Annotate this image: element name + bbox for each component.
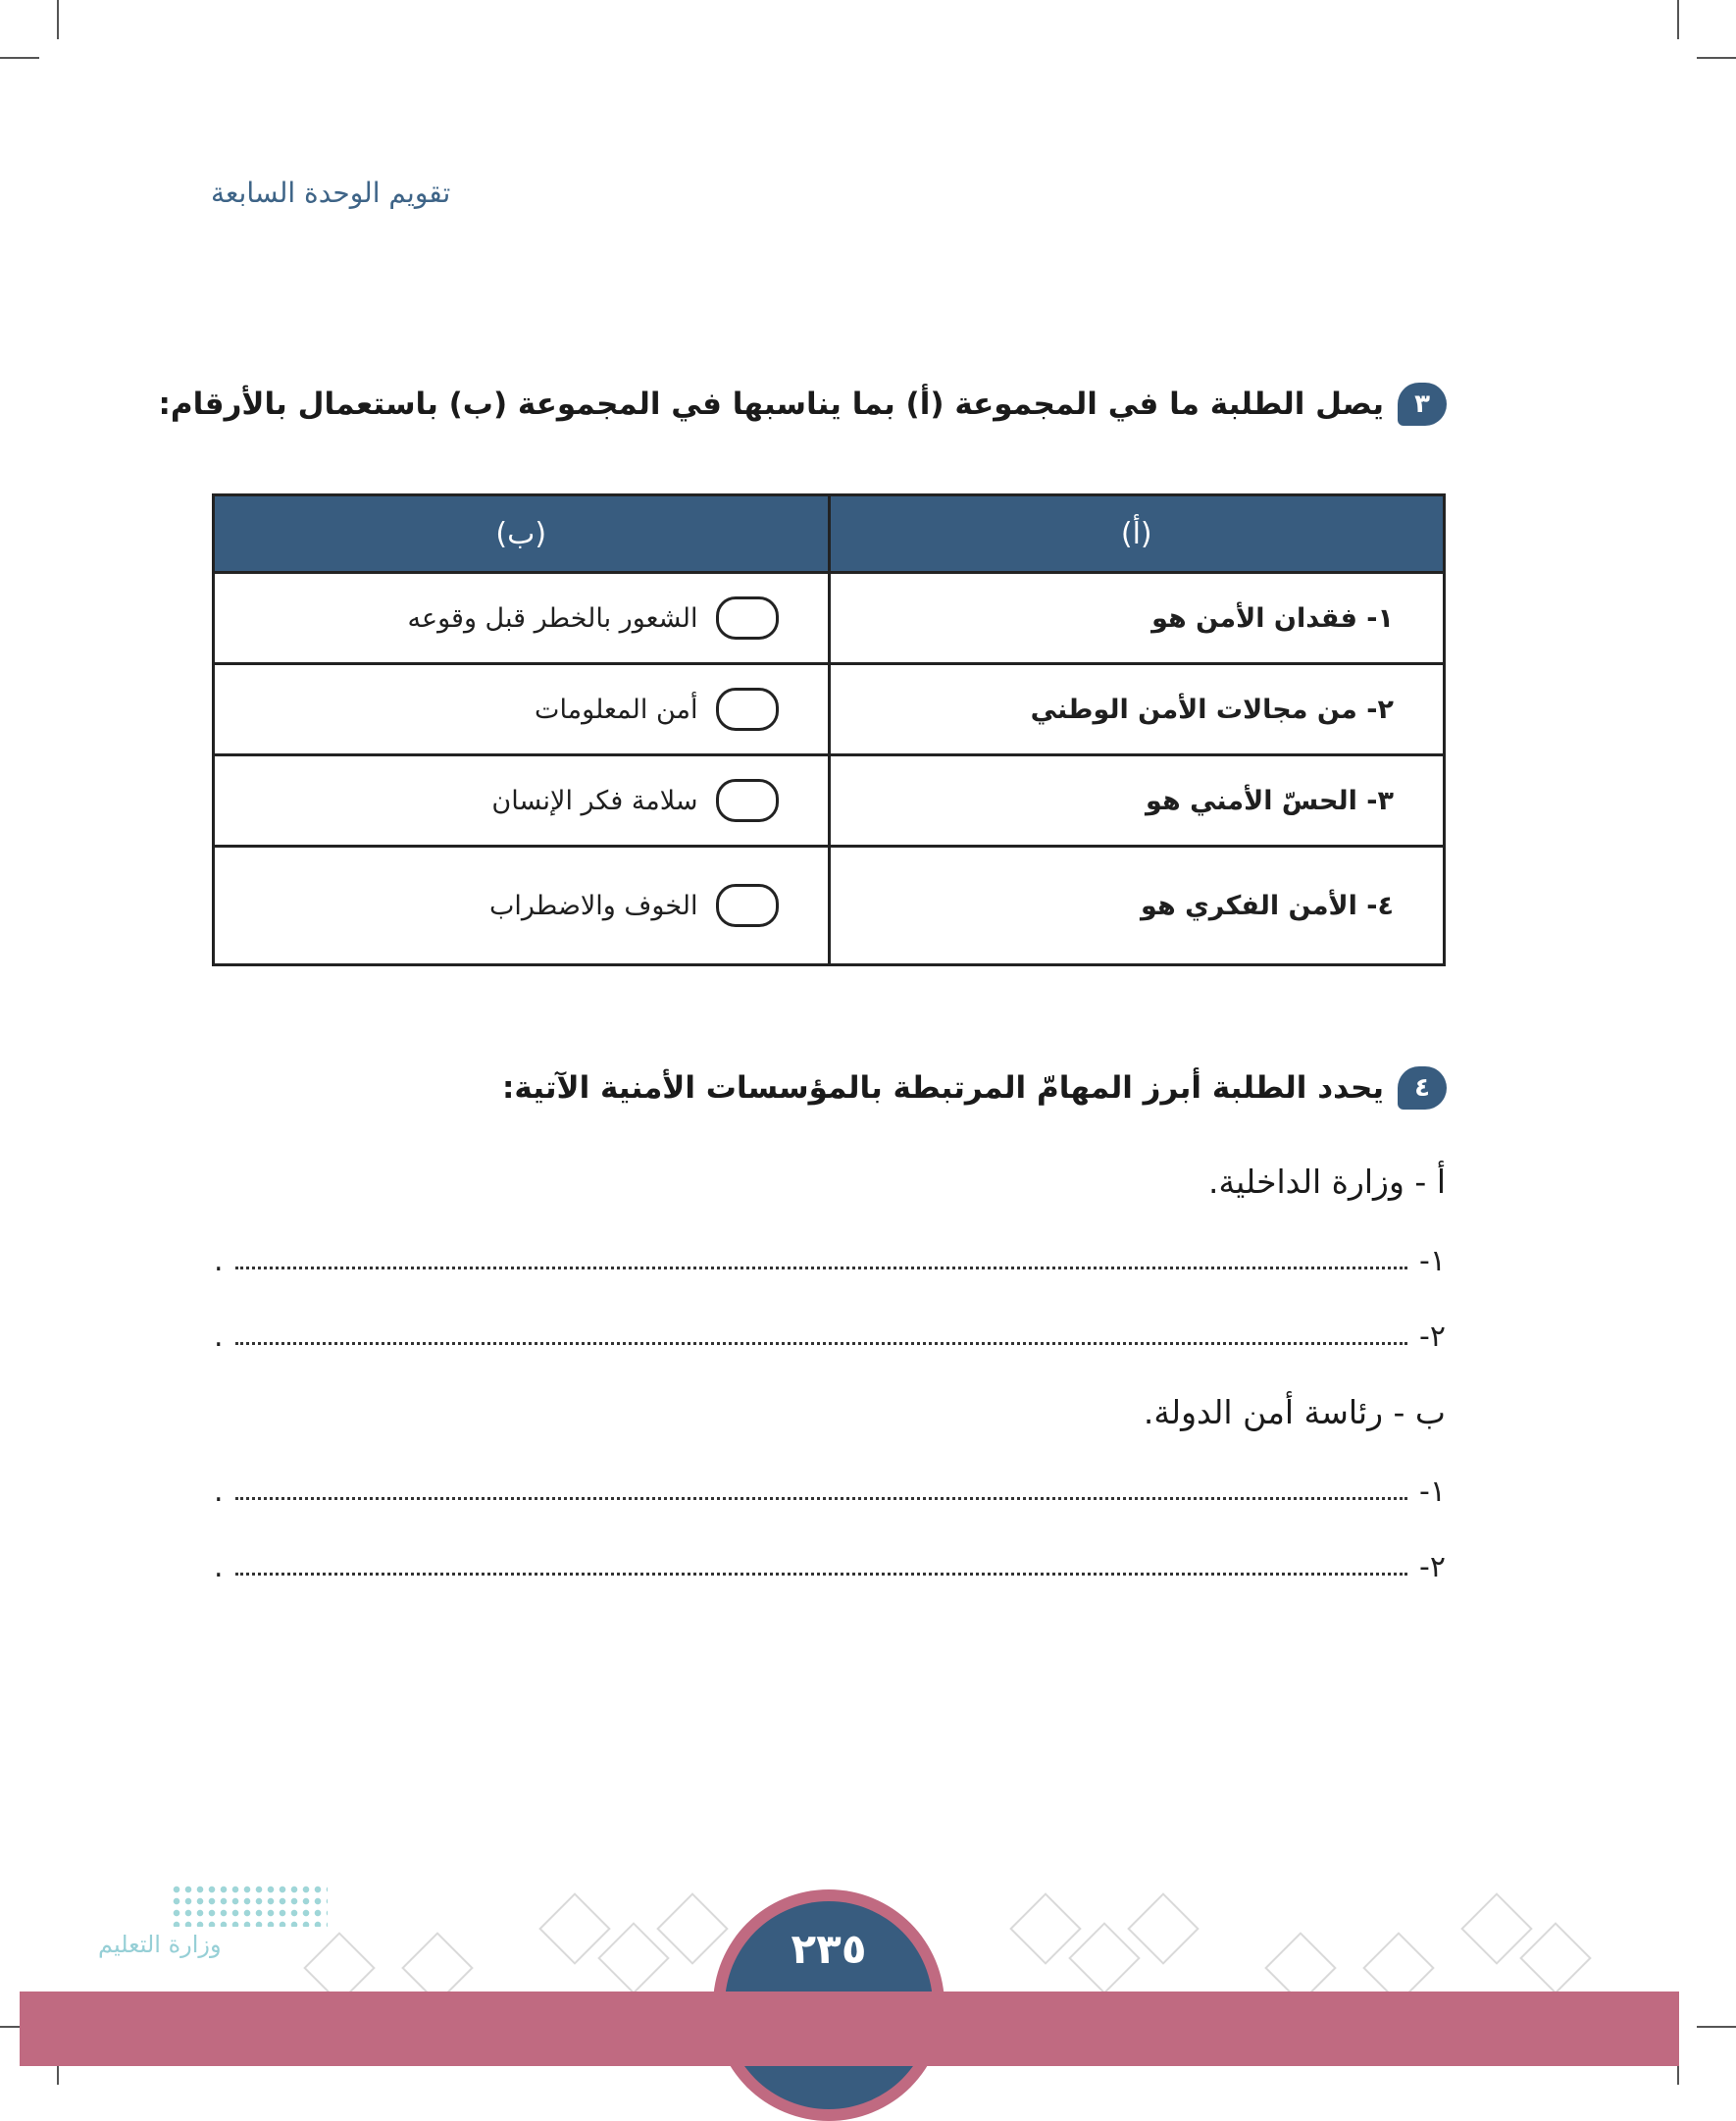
group-a-item: ٣- الحسّ الأمني هو — [829, 755, 1445, 847]
table-row — [214, 573, 1445, 664]
question-text: يصل الطلبة ما في المجموعة (أ) بما يناسبها في المجموعة (ب) باستعمال بالأرقام: — [158, 387, 1384, 422]
line-number: ١- — [1419, 1244, 1446, 1278]
crop-mark — [57, 0, 59, 39]
question-3 — [159, 383, 1447, 426]
group-a-item: ٤- الأمن الفكري هو — [829, 847, 1445, 965]
line-end: . — [214, 1244, 224, 1278]
question-4 — [502, 1066, 1447, 1110]
answer-oval[interactable] — [716, 688, 779, 731]
line-number: ١- — [1419, 1474, 1446, 1509]
crop-mark — [1677, 0, 1679, 39]
logo-dots-icon — [171, 1884, 328, 1927]
question-text: يحدد الطلبة أبرز المهامّ المرتبطة بالمؤسسات الأمنية الآتية: — [502, 1070, 1384, 1106]
line-end: . — [214, 1550, 224, 1584]
table-row — [214, 664, 1445, 755]
question-number-badge: ٤ — [1398, 1066, 1447, 1110]
group-b-item: سلامة فكر الإنسان — [491, 785, 698, 816]
matching-table — [212, 493, 1446, 966]
section-a-title: أ - وزارة الداخلية. — [1208, 1163, 1446, 1201]
unit-title: تقويم الوحدة السابعة — [211, 177, 451, 209]
line-end: . — [214, 1319, 224, 1354]
dotted-line[interactable] — [235, 1573, 1408, 1576]
answer-line[interactable] — [214, 1474, 1446, 1509]
dotted-line[interactable] — [235, 1497, 1408, 1500]
column-header-b: (ب) — [214, 495, 830, 573]
question-number-badge: ٣ — [1398, 383, 1447, 426]
crop-mark — [1697, 57, 1736, 59]
line-end: . — [214, 1474, 224, 1509]
line-number: ٢- — [1419, 1319, 1446, 1354]
table-row — [214, 847, 1445, 965]
dotted-line[interactable] — [235, 1342, 1408, 1345]
answer-oval[interactable] — [716, 884, 779, 927]
group-b-cell — [214, 847, 830, 965]
section-b-title: ب - رئاسة أمن الدولة. — [1143, 1393, 1446, 1431]
group-a-item: ٢- من مجالات الأمن الوطني — [829, 664, 1445, 755]
column-header-a: (أ) — [829, 495, 1445, 573]
footer-bar — [20, 1992, 1679, 2066]
answer-oval[interactable] — [716, 779, 779, 822]
group-b-cell — [214, 755, 830, 847]
answer-line[interactable] — [214, 1550, 1446, 1584]
table-row — [214, 755, 1445, 847]
crop-mark — [0, 57, 39, 59]
logo-text: وزارة التعليم — [98, 1931, 222, 1958]
group-b-cell — [214, 573, 830, 664]
group-b-item: الشعور بالخطر قبل وقوعه — [407, 602, 698, 634]
dotted-line[interactable] — [235, 1267, 1408, 1269]
line-number: ٢- — [1419, 1550, 1446, 1584]
ministry-logo — [94, 1884, 330, 1972]
answer-oval[interactable] — [716, 596, 779, 640]
crop-mark — [1697, 2026, 1736, 2028]
group-a-item: ١- فقدان الأمن هو — [829, 573, 1445, 664]
group-b-item: أمن المعلومات — [535, 694, 698, 725]
page-number: ٢٣٥ — [791, 1925, 867, 1973]
group-b-cell — [214, 664, 830, 755]
answer-line[interactable] — [214, 1244, 1446, 1278]
answer-line[interactable] — [214, 1319, 1446, 1354]
group-b-item: الخوف والاضطراب — [488, 890, 698, 921]
